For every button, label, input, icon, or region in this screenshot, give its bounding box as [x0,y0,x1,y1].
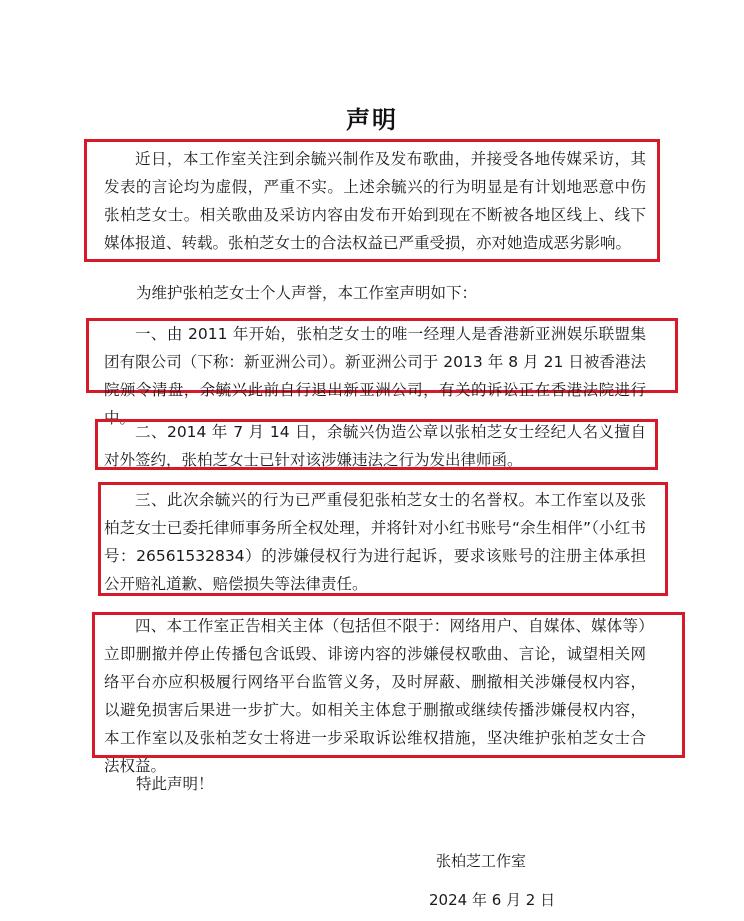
signature: 张柏芝工作室 [436,852,527,870]
point-three: 三、此次余毓兴的行为已严重侵犯张柏芝女士的名誉权。本工作室以及张柏芝女士已委托律师事务所全权处理，并将针对小红书账号“余生相伴”（小红书号：26561532834）的涉嫌侵权行为进行起诉，要求该账号的注册主体承担公开赔礼道歉、赔偿损失等法律责任。 [104,491,646,593]
closing-line: 特此声明！ [136,775,214,793]
statement-date: 2024 年 6 月 2 日 [429,891,556,909]
declaration-intro: 为维护张柏芝女士个人声誉，本工作室声明如下： [136,284,478,302]
point-one: 一、由 2011 年开始，张柏芝女士的唯一经理人是香港新亚洲娱乐联盟集团有限公司（下称：新亚洲公司）。新亚洲公司于 2013 年 8 月 21 日被香港法院颁令清盘，余毓兴此前自行退出新亚洲公司，有关的诉讼正在香港法院进行中。 [104,325,646,427]
paragraph-intro-statement: 近日，本工作室关注到余毓兴制作及发布歌曲，并接受各地传媒采访，其发表的言论均为虚假，严重不实。上述余毓兴的行为明显是有计划地恶意中伤张柏芝女士。相关歌曲及采访内容由发布开始到现在不断被各地区线上、线下媒体报道、转载。张柏芝女士的合法权益已严重受损，亦对她造成恶劣影响。 [104,150,646,252]
point-four: 四、本工作室正告相关主体（包括但不限于：网络用户、自媒体、媒体等）立即删撤并停止传播包含诋毁、诽谤内容的涉嫌侵权歌曲、言论，诚望相关网络平台亦应积极履行网络平台监管义务，及时屏蔽、删撤相关涉嫌侵权内容，以避免损害后果进一步扩大。如相关主体怠于删撤或继续传播涉嫌侵权内容，本工作室以及张柏芝女士将进一步采取诉讼维权措施，坚决维护张柏芝女士合法权益。 [104,617,646,775]
statement-title: 声明 [346,106,398,134]
point-two: 二、2014 年 7 月 14 日，余毓兴伪造公章以张柏芝女士经纪人名义擅自对外签约，张柏芝女士已针对该涉嫌违法之行为发出律师函。 [104,423,646,469]
